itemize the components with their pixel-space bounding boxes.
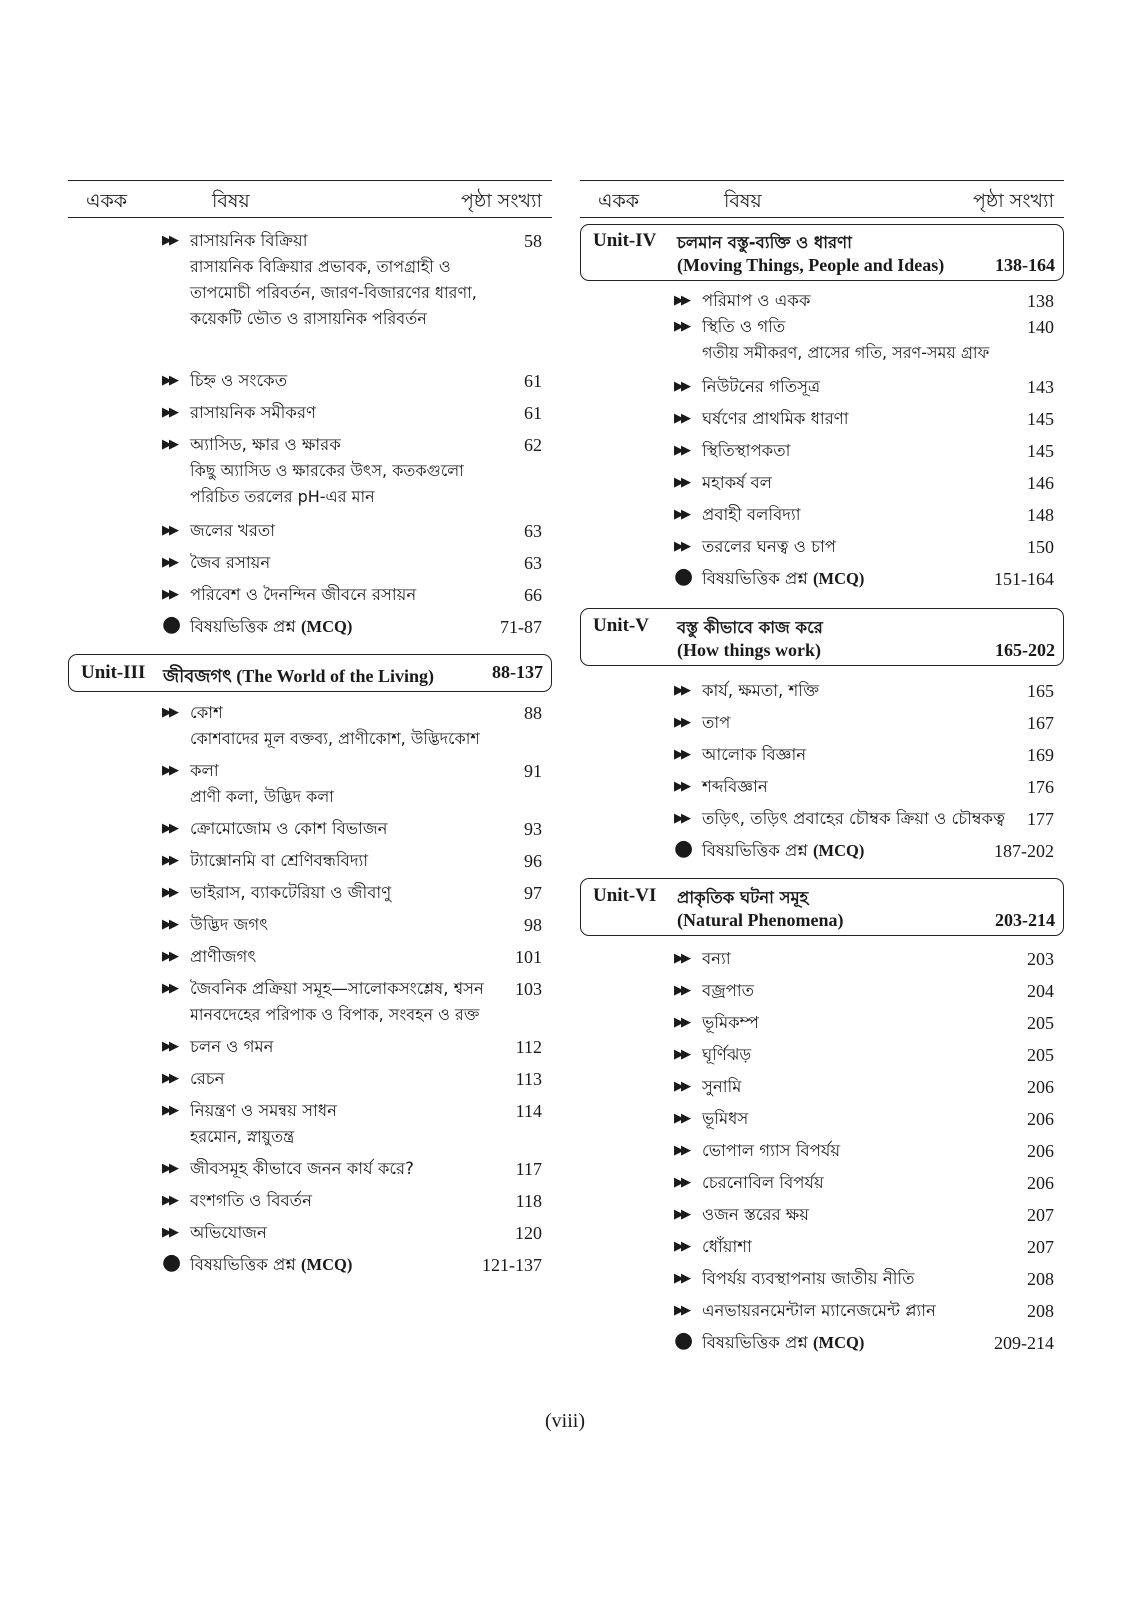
entry-page-number: 71-87: [500, 617, 542, 637]
page-number: (viii): [545, 1410, 585, 1432]
toc-entry-mcq: [674, 1330, 1054, 1356]
entry-title-text: রাসায়নিক বিক্রিয়া: [190, 231, 308, 250]
double-arrow-bullet-icon: ▶▶: [674, 811, 688, 826]
entry-title-text: কলা: [190, 761, 219, 780]
entry-title-text: রেচন: [190, 1069, 225, 1088]
entry-title-text: বিপর্যয় ব্যবস্থাপনায় জাতীয় নীতি: [702, 1269, 915, 1288]
entry-title-text: স্থিতিস্থাপকতা: [702, 441, 791, 460]
header-unit: একক: [598, 190, 640, 212]
entry-page-number: 98: [524, 915, 542, 935]
entry-subtopics: মানবদেহের পরিপাক ও বিপাক, সংবহন ও রক্ত: [190, 1005, 480, 1024]
toc-entry: [674, 1010, 1054, 1036]
double-arrow-bullet-icon: ▶▶: [674, 475, 688, 490]
toc-entry: [674, 374, 1054, 400]
toc-entry: [162, 1156, 542, 1182]
entry-title: [190, 550, 494, 576]
entry-title: [190, 880, 494, 906]
toc-entry: [162, 758, 542, 810]
mcq-label: (MCQ): [301, 1255, 353, 1274]
entry-subtopics: কোশবাদের মূল বক্তব্য, প্রাণীকোশ, উদ্ভিদকোশ: [190, 729, 480, 748]
double-arrow-bullet-icon: ▶▶: [162, 917, 176, 932]
unit-pages: 138-164: [995, 255, 1055, 275]
toc-entry: [162, 1220, 542, 1246]
toc-entry: [162, 880, 542, 906]
entry-subtopics: হরমোন, স্নায়ুতন্ত্র: [190, 1127, 295, 1146]
entry-page-number: 66: [524, 585, 542, 605]
toc-entry-mcq: [674, 838, 1054, 864]
toc-entry: [162, 582, 542, 608]
toc-entry: [674, 1298, 1054, 1324]
header-subject: বিষয়: [212, 190, 250, 212]
entry-title-text: ভোপাল গ্যাস বিপর্যয়: [702, 1141, 841, 1160]
entry-title-text: প্রবাহী বলবিদ্যা: [702, 505, 801, 524]
entry-title: [190, 1034, 494, 1060]
entry-title: [190, 848, 494, 874]
header-page: পৃষ্ঠা সংখ্যা: [460, 190, 542, 212]
entry-title-text: তাপ: [702, 713, 731, 732]
entry-title-text: এনভায়রনমেন্টাল ম্যানেজমেন্ট প্ল্যান: [702, 1301, 936, 1320]
entry-title: [702, 314, 1006, 340]
entry-title-text: উদ্ভিদ জগৎ: [190, 915, 269, 934]
entry-title: [702, 1266, 1006, 1292]
mcq-label: (MCQ): [813, 841, 865, 860]
mcq-label: (MCQ): [813, 569, 865, 588]
double-arrow-bullet-icon: ▶▶: [162, 949, 176, 964]
entry-title: [702, 1010, 1006, 1036]
toc-entry: [674, 1074, 1054, 1100]
unit-title: চলমান বস্তু-ব্যক্তি ও ধারণা: [677, 233, 852, 252]
entry-page-number: 103: [515, 979, 542, 999]
bullet-dot-icon: ●: [162, 612, 182, 637]
entry-title-text: ভাইরাস, ব্যাকটেরিয়া ও জীবাণু: [190, 883, 392, 902]
entry-title: [702, 838, 1006, 864]
entry-title-text: রাসায়নিক সমীকরণ: [190, 403, 317, 422]
entry-page-number: 97: [524, 883, 542, 903]
entry-page-number: 63: [524, 521, 542, 541]
entry-title-text: বন্যা: [702, 949, 731, 968]
entry-title: [702, 502, 1006, 528]
entry-page-number: 150: [1027, 537, 1054, 557]
entry-title-text: বিষয়ভিত্তিক প্রশ্ন: [702, 841, 808, 860]
toc-entry: [162, 400, 542, 426]
table-header: [580, 180, 1064, 218]
entry-title: [190, 1098, 494, 1124]
toc-entry: [674, 314, 1054, 366]
toc-entry: [674, 1106, 1054, 1132]
entry-page-number: 169: [1027, 745, 1054, 765]
double-arrow-bullet-icon: ▶▶: [162, 1193, 176, 1208]
entry-title: [190, 400, 494, 426]
entry-title: [702, 742, 1006, 768]
entry-page-number: 177: [1027, 809, 1054, 829]
entry-page-number: 207: [1027, 1205, 1054, 1225]
entry-title-text: তরলের ঘনত্ব ও চাপ: [702, 537, 837, 556]
toc-entry: [674, 1202, 1054, 1228]
entry-title: [190, 758, 494, 784]
toc-entry: [674, 406, 1054, 432]
double-arrow-bullet-icon: ▶▶: [674, 715, 688, 730]
double-arrow-bullet-icon: ▶▶: [674, 1207, 688, 1222]
entry-title: [190, 816, 494, 842]
entry-title: [190, 1252, 494, 1278]
double-arrow-bullet-icon: ▶▶: [674, 1047, 688, 1062]
double-arrow-bullet-icon: ▶▶: [674, 951, 688, 966]
toc-entry: [162, 550, 542, 576]
mcq-label: (MCQ): [813, 1333, 865, 1352]
double-arrow-bullet-icon: ▶▶: [162, 1071, 176, 1086]
double-arrow-bullet-icon: ▶▶: [162, 1161, 176, 1176]
double-arrow-bullet-icon: ▶▶: [162, 763, 176, 778]
entry-title-text: তড়িৎ, তড়িৎ প্রবাহের চৌম্বক ক্রিয়া ও চৌম্বকত্ব: [702, 809, 1005, 828]
double-arrow-bullet-icon: ▶▶: [162, 373, 176, 388]
double-arrow-bullet-icon: ▶▶: [674, 379, 688, 394]
entry-title: [702, 978, 1006, 1004]
toc-entry: [674, 502, 1054, 528]
entry-page-number: 206: [1027, 1141, 1054, 1161]
unit-title: বস্তু কীভাবে কাজ করে: [677, 618, 823, 637]
entry-title-text: বিষয়ভিত্তিক প্রশ্ন: [702, 1333, 808, 1352]
entry-title: [702, 470, 1006, 496]
unit-box-unit4: [580, 224, 1064, 281]
entry-title-text: সুনামি: [702, 1077, 742, 1096]
entry-page-number: 151-164: [994, 569, 1054, 589]
double-arrow-bullet-icon: ▶▶: [162, 885, 176, 900]
entry-title: [702, 946, 1006, 972]
entry-page-number: 165: [1027, 681, 1054, 701]
entry-page-number: 91: [524, 761, 542, 781]
double-arrow-bullet-icon: ▶▶: [162, 821, 176, 836]
unit-box-unit5: [580, 608, 1064, 666]
entry-title: [190, 368, 494, 394]
entry-page-number: 61: [524, 371, 542, 391]
entry-page-number: 148: [1027, 505, 1054, 525]
unit-pages: 88-137: [492, 662, 543, 682]
double-arrow-bullet-icon: ▶▶: [674, 983, 688, 998]
double-arrow-bullet-icon: ▶▶: [674, 319, 688, 334]
entry-title: [190, 912, 494, 938]
entry-title: [702, 1202, 1006, 1228]
entry-title-text: অ্যাসিড, ক্ষার ও ক্ষারক: [190, 435, 341, 454]
entry-page-number: 187-202: [994, 841, 1054, 861]
entry-title-text: চিহ্ন ও সংকেত: [190, 371, 288, 390]
entry-title-text: ক্রোমোজোম ও কোশ বিভাজন: [190, 819, 388, 838]
toc-entry: [162, 518, 542, 544]
toc-entry: [162, 700, 542, 752]
entry-page-number: 208: [1027, 1301, 1054, 1321]
entry-page-number: 207: [1027, 1237, 1054, 1257]
double-arrow-bullet-icon: ▶▶: [674, 683, 688, 698]
double-arrow-bullet-icon: ▶▶: [162, 1103, 176, 1118]
entry-title: [190, 1220, 494, 1246]
entry-title: [702, 678, 1006, 704]
entry-title-text: ধোঁয়াশা: [702, 1237, 752, 1256]
toc-entry: [162, 228, 542, 332]
entry-page-number: 206: [1027, 1109, 1054, 1129]
toc-entry: [674, 742, 1054, 768]
toc-entry: [674, 678, 1054, 704]
entry-page-number: 176: [1027, 777, 1054, 797]
entry-page-number: 143: [1027, 377, 1054, 397]
entry-page-number: 146: [1027, 473, 1054, 493]
entry-title-text: চলন ও গমন: [190, 1037, 274, 1056]
entry-page-number: 205: [1027, 1013, 1054, 1033]
entry-page-number: 206: [1027, 1173, 1054, 1193]
toc-entry: [162, 912, 542, 938]
entry-page-number: 138: [1027, 291, 1054, 311]
unit-pages: 203-214: [995, 910, 1055, 930]
toc-entry: [162, 1066, 542, 1092]
toc-entry-mcq: [674, 566, 1054, 592]
entry-title-text: বংশগতি ও বিবর্তন: [190, 1191, 312, 1210]
entry-title: [702, 1074, 1006, 1100]
entry-title: [702, 1330, 1006, 1356]
toc-entry-mcq: [162, 614, 542, 640]
toc-entry-mcq: [162, 1252, 542, 1278]
entry-page-number: 61: [524, 403, 542, 423]
entry-subtopics: কিছু অ্যাসিড ও ক্ষারকের উৎস, কতকগুলো পরিচিত তরলের pH-এর মান: [190, 461, 464, 506]
double-arrow-bullet-icon: ▶▶: [162, 705, 176, 720]
mcq-label: (MCQ): [301, 617, 353, 636]
entry-title: [190, 1066, 494, 1092]
double-arrow-bullet-icon: ▶▶: [674, 1015, 688, 1030]
entry-title: [702, 1170, 1006, 1196]
entry-page-number: 96: [524, 851, 542, 871]
entry-title-text: চেরনোবিল বিপর্যয়: [702, 1173, 824, 1192]
toc-entry: [162, 432, 542, 510]
toc-entry: [674, 288, 1054, 314]
double-arrow-bullet-icon: ▶▶: [674, 507, 688, 522]
entry-page-number: 113: [515, 1069, 542, 1089]
entry-title-text: জলের খরতা: [190, 521, 276, 540]
toc-entry: [162, 944, 542, 970]
entry-title-text: স্থিতি ও গতি: [702, 317, 786, 336]
toc-entry: [674, 534, 1054, 560]
toc-entry: [162, 1034, 542, 1060]
entry-title-text: আলোক বিজ্ঞান: [702, 745, 807, 764]
entry-title-text: ট্যাক্সোনমি বা শ্রেণিবন্ধবিদ্যা: [190, 851, 369, 870]
unit-box-unit6: [580, 878, 1064, 936]
entry-title: [702, 406, 1006, 432]
toc-entry: [162, 1188, 542, 1214]
unit-id: Unit-V: [593, 615, 649, 636]
toc-entry: [674, 438, 1054, 464]
bullet-dot-icon: ●: [674, 836, 694, 861]
entry-title-text: শব্দবিজ্ঞান: [702, 777, 768, 796]
entry-title: [702, 438, 1006, 464]
double-arrow-bullet-icon: ▶▶: [162, 981, 176, 996]
entry-title-text: ঘূর্ণিঝড়: [702, 1045, 752, 1064]
entry-title-text: জীবসমূহ কীভাবে জনন কার্য করে?: [190, 1159, 414, 1178]
entry-title-text: পরিবেশ ও দৈনন্দিন জীবনে রসায়ন: [190, 585, 417, 604]
double-arrow-bullet-icon: ▶▶: [674, 1239, 688, 1254]
toc-entry: [674, 806, 1054, 832]
double-arrow-bullet-icon: ▶▶: [674, 411, 688, 426]
entry-page-number: 145: [1027, 441, 1054, 461]
entry-title: [702, 806, 1006, 832]
entry-page-number: 167: [1027, 713, 1054, 733]
double-arrow-bullet-icon: ▶▶: [674, 443, 688, 458]
entry-page-number: 121-137: [482, 1255, 542, 1275]
entry-title-text: ভূমিধস: [702, 1109, 749, 1128]
double-arrow-bullet-icon: ▶▶: [162, 1039, 176, 1054]
toc-column-left: [68, 180, 552, 1275]
entry-page-number: 145: [1027, 409, 1054, 429]
entry-page-number: 112: [515, 1037, 542, 1057]
header-page: পৃষ্ঠা সংখ্যা: [972, 190, 1054, 212]
entry-page-number: 120: [515, 1223, 542, 1243]
toc-entry: [674, 1266, 1054, 1292]
header-subject: বিষয়: [724, 190, 762, 212]
unit-id: Unit-III: [81, 662, 146, 683]
double-arrow-bullet-icon: ▶▶: [162, 587, 176, 602]
bullet-dot-icon: ●: [674, 1328, 694, 1353]
toc-entry: [674, 978, 1054, 1004]
entry-title-text: ভূমিকম্প: [702, 1013, 759, 1032]
entry-title: [190, 432, 494, 458]
toc-entry: [162, 848, 542, 874]
entry-title-text: পরিমাপ ও একক: [702, 291, 811, 310]
double-arrow-bullet-icon: ▶▶: [162, 555, 176, 570]
entry-title: [702, 534, 1006, 560]
unit-box-unit3: [68, 654, 552, 692]
double-arrow-bullet-icon: ▶▶: [674, 1303, 688, 1318]
entry-title: [702, 774, 1006, 800]
entry-page-number: 208: [1027, 1269, 1054, 1289]
entry-title-text: বিষয়ভিত্তিক প্রশ্ন: [702, 569, 808, 588]
entry-title: [190, 1156, 494, 1182]
entry-title-text: কার্য, ক্ষমতা, শক্তি: [702, 681, 820, 700]
toc-entry: [674, 774, 1054, 800]
double-arrow-bullet-icon: ▶▶: [674, 779, 688, 794]
double-arrow-bullet-icon: ▶▶: [674, 747, 688, 762]
unit-pages: 165-202: [995, 640, 1055, 660]
double-arrow-bullet-icon: ▶▶: [674, 1175, 688, 1190]
entry-title: [190, 1188, 494, 1214]
unit-title-en: (Natural Phenomena): [677, 910, 844, 930]
entry-title: [702, 1042, 1006, 1068]
entry-title: [190, 228, 494, 254]
entry-title: [190, 518, 494, 544]
toc-entry: [162, 1098, 542, 1150]
bullet-dot-icon: ●: [162, 1250, 182, 1275]
entry-title-text: নিয়ন্ত্রণ ও সমন্বয় সাধন: [190, 1101, 337, 1120]
entry-page-number: 63: [524, 553, 542, 573]
entry-title: [702, 710, 1006, 736]
entry-page-number: 101: [515, 947, 542, 967]
unit-id: Unit-VI: [593, 885, 657, 906]
entry-page-number: 209-214: [994, 1333, 1054, 1353]
entry-title-text: মহাকর্ষ বল: [702, 473, 772, 492]
entry-subtopics: রাসায়নিক বিক্রিয়ার প্রভাবক, তাপগ্রাহী ও তাপমোচী পরিবর্তন, জারণ-বিজারণের ধারণা, কয়েকটি ভৌত ও রাসায়নিক পরিবর্তন: [190, 257, 477, 328]
entry-page-number: 206: [1027, 1077, 1054, 1097]
entry-title-text: ঘর্ষণের প্রাথমিক ধারণা: [702, 409, 849, 428]
double-arrow-bullet-icon: ▶▶: [674, 1079, 688, 1094]
entry-title-text: নিউটনের গতিসূত্র: [702, 377, 821, 396]
entry-page-number: 62: [524, 435, 542, 455]
toc-entry: [674, 470, 1054, 496]
double-arrow-bullet-icon: ▶▶: [162, 437, 176, 452]
double-arrow-bullet-icon: ▶▶: [674, 293, 688, 308]
toc-entry: [674, 1042, 1054, 1068]
toc-column-right: [580, 180, 1064, 1353]
entry-page-number: 140: [1027, 317, 1054, 337]
table-header: [68, 180, 552, 218]
entry-page-number: 118: [515, 1191, 542, 1211]
entry-page-number: 203: [1027, 949, 1054, 969]
unit-title: প্রাকৃতিক ঘটনা সমূহ: [677, 888, 809, 907]
toc-entry: [162, 976, 542, 1028]
entry-subtopics: গতীয় সমীকরণ, প্রাসের গতি, সরণ-সময় গ্রাফ: [702, 343, 990, 362]
entry-page-number: 204: [1027, 981, 1054, 1001]
entry-title-text: জৈবনিক প্রক্রিয়া সমূহ—সালোকসংশ্লেষ, শ্বসন: [190, 979, 484, 998]
entry-title: [190, 700, 494, 726]
double-arrow-bullet-icon: ▶▶: [162, 405, 176, 420]
entry-title: [702, 566, 1006, 592]
unit-title: জীবজগৎ (The World of the Living): [163, 666, 434, 686]
entry-title-text: প্রাণীজগৎ: [190, 947, 257, 966]
entry-title-text: কোশ: [190, 703, 223, 722]
double-arrow-bullet-icon: ▶▶: [674, 539, 688, 554]
entry-title: [702, 1106, 1006, 1132]
entry-title-text: বিষয়ভিত্তিক প্রশ্ন: [190, 617, 296, 636]
entry-title: [190, 582, 494, 608]
double-arrow-bullet-icon: ▶▶: [162, 233, 176, 248]
entry-title: [702, 288, 1006, 314]
double-arrow-bullet-icon: ▶▶: [162, 523, 176, 538]
entry-title-text: বিষয়ভিত্তিক প্রশ্ন: [190, 1255, 296, 1274]
header-unit: একক: [86, 190, 128, 212]
entry-page-number: 93: [524, 819, 542, 839]
toc-entry: [162, 368, 542, 394]
entry-title: [190, 944, 494, 970]
double-arrow-bullet-icon: ▶▶: [674, 1143, 688, 1158]
unit-title-en: (Moving Things, People and Ideas): [677, 255, 945, 275]
double-arrow-bullet-icon: ▶▶: [162, 853, 176, 868]
entry-page-number: 88: [524, 703, 542, 723]
double-arrow-bullet-icon: ▶▶: [674, 1111, 688, 1126]
toc-entry: [674, 1170, 1054, 1196]
toc-entry: [162, 816, 542, 842]
entry-title: [702, 1138, 1006, 1164]
entry-page-number: 114: [515, 1101, 542, 1121]
unit-title-en: (How things work): [677, 640, 822, 660]
entry-title-text: জৈব রসায়ন: [190, 553, 271, 572]
entry-title-text: ওজন স্তরের ক্ষয়: [702, 1205, 809, 1224]
entry-title: [702, 1234, 1006, 1260]
bullet-dot-icon: ●: [674, 564, 694, 589]
entry-title: [190, 976, 494, 1002]
toc-entry: [674, 710, 1054, 736]
entry-page-number: 117: [515, 1159, 542, 1179]
double-arrow-bullet-icon: ▶▶: [674, 1271, 688, 1286]
entry-title: [190, 614, 494, 640]
entry-title: [702, 1298, 1006, 1324]
entry-title: [702, 374, 1006, 400]
toc-entry: [674, 1138, 1054, 1164]
toc-entry: [674, 946, 1054, 972]
entry-page-number: 205: [1027, 1045, 1054, 1065]
toc-entry: [674, 1234, 1054, 1260]
entry-subtopics: প্রাণী কলা, উদ্ভিদ কলা: [190, 787, 334, 806]
entry-title-text: অভিযোজন: [190, 1223, 267, 1242]
unit-id: Unit-IV: [593, 230, 657, 251]
entry-page-number: 58: [524, 231, 542, 251]
double-arrow-bullet-icon: ▶▶: [162, 1225, 176, 1240]
entry-title-text: বজ্রপাত: [702, 981, 755, 1000]
